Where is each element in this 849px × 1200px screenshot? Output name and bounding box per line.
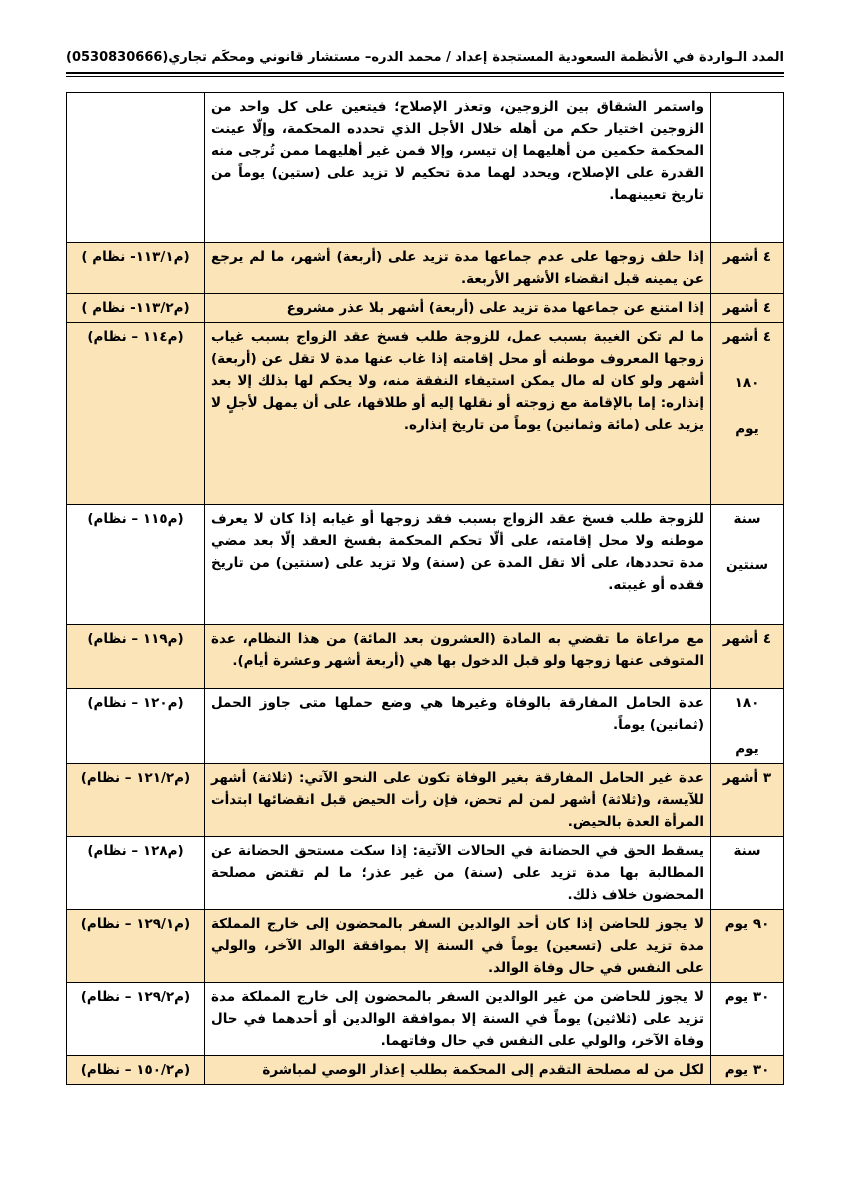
table-row	[67, 294, 784, 323]
period-value: سنتين	[726, 557, 768, 573]
header-author: إعداد / محمد الدره– مستشار قانوني ومحكَم تجاري(0530830666)	[66, 49, 488, 65]
period-cell	[711, 243, 784, 294]
period-cell	[711, 1056, 784, 1085]
table-row	[67, 93, 784, 243]
period-cell	[711, 689, 784, 764]
table-row	[67, 689, 784, 764]
period-cell	[711, 983, 784, 1056]
period-cell	[711, 625, 784, 689]
period-cell	[711, 93, 784, 243]
period-value: ٣ أشهر	[722, 770, 772, 786]
article-reference	[67, 93, 205, 243]
period-value: ١٨٠	[734, 375, 760, 391]
table-row	[67, 323, 784, 505]
period-cell	[711, 910, 784, 983]
header-rule	[66, 72, 784, 77]
provision-text: إذا امتنع عن جماعها مدة تزيد على (أربعة) أشهر بلا عذر مشروع	[205, 294, 711, 323]
article-reference: (م١١٥ – نظام)	[67, 505, 205, 625]
article-reference: (م١١٣/١- نظام )	[67, 243, 205, 294]
page-header	[66, 46, 784, 68]
periods-table-body	[67, 93, 784, 1085]
period-cell	[711, 764, 784, 837]
header-title: المدد الـواردة في الأنظمة السعودية المستجدة	[492, 49, 784, 65]
provision-text: لا يجوز للحاضن إذا كان أحد الوالدين السفر بالمحضون إلى خارج المملكة مدة تزيد على (تسعين) يوماً في السنة إلا بموافقة الوالد الآخر، والولي على النفس في حال وفاة الوالد.	[205, 910, 711, 983]
provision-text: لا يجوز للحاضن من غير الوالدين السفر بالمحضون إلى خارج المملكة مدة تزيد على (ثلاثين) يوماً في السنة إلا بموافقة الوالدين أو أحدهما في حال وفاة الآخر، والولي على النفس في حال وفاتهما.	[205, 983, 711, 1056]
period-value: ٤ أشهر	[722, 631, 772, 647]
period-value: ٤ أشهر	[722, 300, 772, 316]
period-value: ١٨٠	[734, 695, 760, 711]
provision-text: للزوجة طلب فسخ عقد الزواج بسبب فقد زوجها أو غيابه إذا كان لا يعرف موطنه ولا محل إقامته، على ألّا تحكم المحكمة بفسخ العقد إلّا بعد مضي مدة تحددها، على ألا تقل المدة عن (سنة) ولا تزيد على (سنتين) من تاريخ فقده أو غيبته.	[205, 505, 711, 625]
provision-text: عدة الحامل المفارقة بالوفاة وغيرها هي وضع حملها متى جاوز الحمل (ثمانين) يوماً.	[205, 689, 711, 764]
article-reference: (م١١٩ – نظام)	[67, 625, 205, 689]
article-reference: (م١٢٠ – نظام)	[67, 689, 205, 764]
period-value: سنة	[733, 843, 761, 859]
table-row	[67, 505, 784, 625]
article-reference: (م١٢٨ – نظام)	[67, 837, 205, 910]
period-cell	[711, 323, 784, 505]
period-cell	[711, 837, 784, 910]
table-row	[67, 910, 784, 983]
provision-text: إذا حلف زوجها على عدم جماعها مدة تزيد على (أربعة) أشهر، ما لم يرجع عن يمينه قبل انقضاء الأشهر الأربعة.	[205, 243, 711, 294]
period-value: ٩٠ يوم	[724, 916, 770, 932]
table-row	[67, 837, 784, 910]
article-reference: (م١٢٩/٢ – نظام)	[67, 983, 205, 1056]
period-value: ٣٠ يوم	[724, 989, 770, 1005]
provision-text: يسقط الحق في الحضانة في الحالات الآتية: إذا سكت مستحق الحضانة عن المطالبة بها مدة تزيد على (سنة) من غير عذر؛ ما لم تقتض مصلحة المحضون خلاف ذلك.	[205, 837, 711, 910]
periods-table	[66, 92, 784, 1085]
period-cell	[711, 294, 784, 323]
provision-text: لكل من له مصلحة التقدم إلى المحكمة بطلب إعذار الوصي لمباشرة	[205, 1056, 711, 1085]
article-reference: (م١١٣/٢- نظام )	[67, 294, 205, 323]
period-value: ٤ أشهر	[722, 329, 772, 345]
provision-text: ما لم تكن الغيبة بسبب عمل، للزوجة طلب فسخ عقد الزواج بسبب غياب زوجها المعروف موطنه أو محل إقامته إذا غاب عنها مدة لا تقل عن (أربعة) أشهر ولو كان له مال يمكن استيفاء النفقة منه، ولا يحكم لها بذلك إلا بعد إنذاره: إما بالإقامة مع زوجته أو نقلها إليه أو طلاقها، على أن يمهل لأجلٍ لا يزيد على (مائة وثمانين) يوماً من تاريخ إنذاره.	[205, 323, 711, 505]
period-value: ٣٠ يوم	[724, 1062, 770, 1078]
provision-text: واستمر الشقاق بين الزوجين، وتعذر الإصلاح؛ فيتعين على كل واحد من الزوجين اختيار حكم من أهله خلال الأجل الذي تحدده المحكمة، وإلّا عينت المحكمة حكمين من أهليهما إن تيسر، وإلا فمن غير أهليهما ممن تُرجى منه القدرة على الإصلاح، ويحدد لهما مدة تحكيم لا تزيد على (ستين) يوماً من تاريخ تعيينهما.	[205, 93, 711, 243]
article-reference: (م١٢١/٢ – نظام)	[67, 764, 205, 837]
table-row	[67, 625, 784, 689]
period-value: يوم	[735, 421, 759, 437]
article-reference: (م١٥٠/٢ – نظام)	[67, 1056, 205, 1085]
table-row	[67, 764, 784, 837]
provision-text: مع مراعاة ما تقضي به المادة (العشرون بعد المائة) من هذا النظام، عدة المتوفى عنها زوجها ولو قبل الدخول بها هي (أربعة أشهر وعشرة أيام).	[205, 625, 711, 689]
period-value: سنة	[733, 511, 761, 527]
provision-text: عدة غير الحامل المفارقة بغير الوفاة تكون على النحو الآتي: (ثلاثة) أشهر للآيسة، و(ثلاثة) أشهر لمن لم تحض، فإن رأت الحيض قبل انقضائها ابتدأت المرأة العدة بالحيض.	[205, 764, 711, 837]
article-reference: (م١١٤ – نظام)	[67, 323, 205, 505]
period-cell	[711, 505, 784, 625]
period-value: ٤ أشهر	[722, 249, 772, 265]
period-value: يوم	[735, 741, 759, 757]
article-reference: (م١٢٩/١ – نظام)	[67, 910, 205, 983]
table-row	[67, 983, 784, 1056]
table-row	[67, 1056, 784, 1085]
table-row	[67, 243, 784, 294]
